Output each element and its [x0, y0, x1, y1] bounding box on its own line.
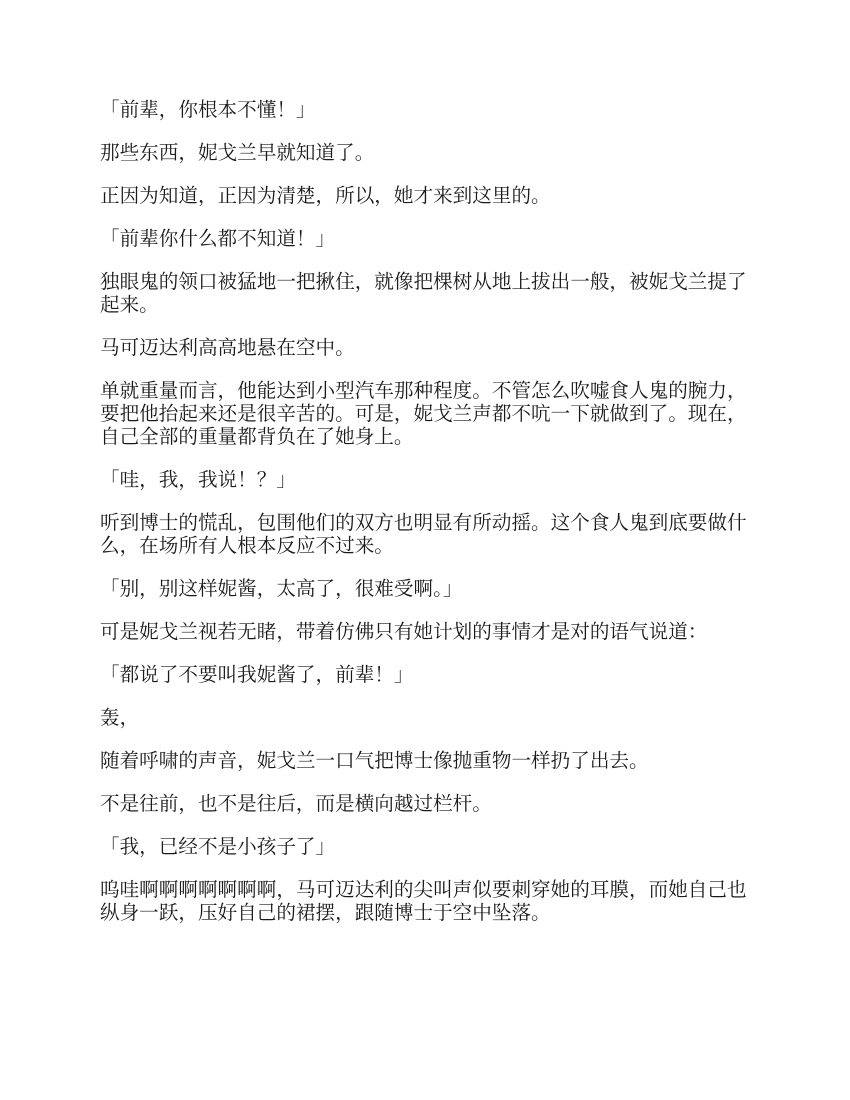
document-page: [100, 98, 750, 944]
paragraph-dialogue: 「前辈，你根本不懂！」: [100, 98, 316, 121]
paragraph-narration: 听到博士的慌乱，包围他们的双方也明显有所动摇。这个食人鬼到底要做什么，在场所有人根本反应不过来。: [100, 511, 747, 557]
paragraph-narration: 随着呼啸的声音，妮戈兰一口气把博士像抛重物一样扔了出去。: [100, 749, 649, 772]
paragraph-dialogue: 「哇，我，我说！？」: [100, 468, 296, 491]
paragraph-narration: 单就重量而言，他能达到小型汽车那种程度。不管怎么吹嘘食人鬼的腕力，要把他抬起来还是很辛苦的。可是，妮戈兰声都不吭一下就做到了。现在，自己全部的重量都背负在了她身上。: [100, 379, 747, 448]
paragraph-narration: 那些东西，妮戈兰早就知道了。: [100, 141, 375, 164]
paragraph-narration: 马可迈达利高高地悬在空中。: [100, 336, 355, 359]
paragraph-narration: 独眼鬼的领口被猛地一把揪住，就像把棵树从地上拔出一般，被妮戈兰提了起来。: [100, 270, 747, 316]
paragraph-narration: 正因为知道，正因为清楚，所以，她才来到这里的。: [100, 184, 551, 207]
paragraph-dialogue: 「都说了不要叫我妮酱了，前辈！」: [100, 663, 414, 686]
paragraph-narration: 呜哇啊啊啊啊啊啊啊，马可迈达利的尖叫声似要刺穿她的耳膜，而她自己也纵身一跃，压好自己的裙摆，跟随博士于空中坠落。: [100, 878, 747, 924]
paragraph-onomatopoeia: 轰，: [100, 706, 140, 729]
paragraph-dialogue: 「前辈你什么都不知道！」: [100, 227, 336, 250]
paragraph-dialogue: 「别，别这样妮酱，太高了，很难受啊。」: [100, 577, 463, 600]
paragraph-dialogue: 「我，已经不是小孩子了」: [100, 835, 336, 858]
paragraph-narration: 可是妮戈兰视若无睹，带着仿佛只有她计划的事情才是对的语气说道：: [100, 620, 708, 643]
paragraph-narration: 不是往前，也不是往后，而是横向越过栏杆。: [100, 792, 492, 815]
